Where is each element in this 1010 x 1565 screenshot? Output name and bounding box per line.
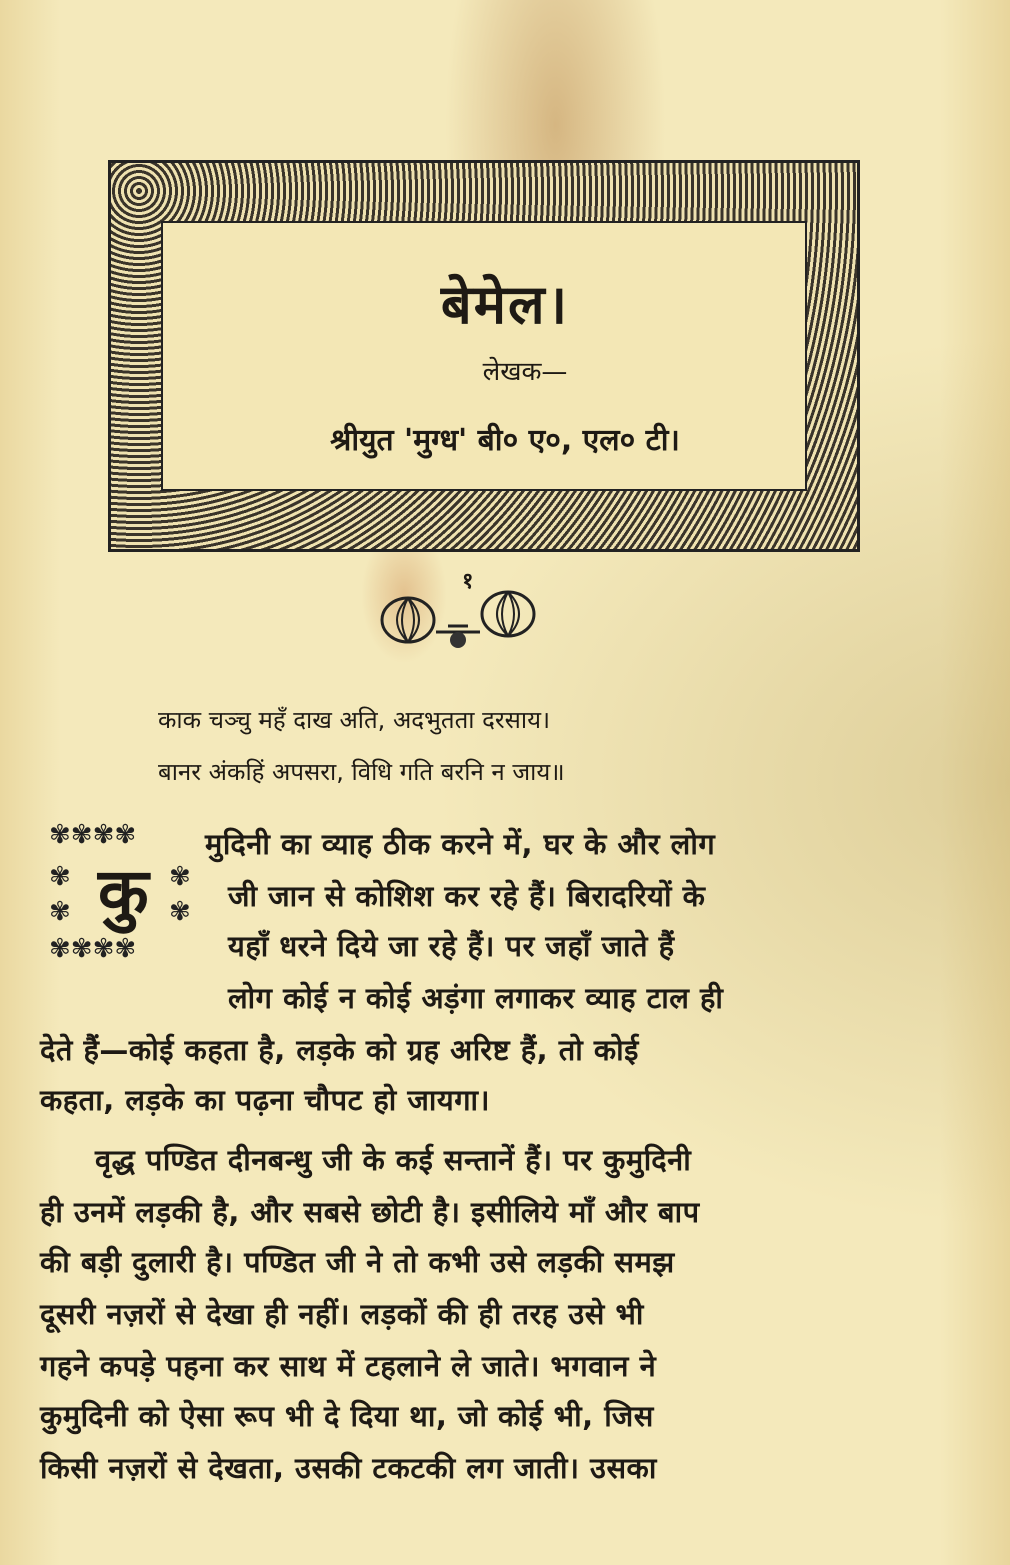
body-line: ही उनमें लड़की है, और सबसे छोटी है। इसीलिये माँ और बाप (40, 1195, 700, 1229)
body-line: कहता, लड़के का पढ़ना चौपट हो जायगा। (40, 1083, 491, 1117)
body-line: किसी नज़रों से देखता, उसकी टकटकी लग जाती। उसका (40, 1451, 657, 1485)
body-line: लोग कोई न कोई अड़ंगा लगाकर व्याह टाल ही (228, 981, 724, 1015)
dropcap-letter: कु (98, 854, 149, 931)
couplet-line: बानर अंकहिं अपसरा, विधि गति बरनि न जाय॥ (158, 758, 565, 786)
story-title: बेमेल। (440, 272, 570, 336)
melon-ornament-icon (378, 562, 538, 662)
svg-text:✾: ✾ (169, 862, 191, 892)
body-line: देते हैं—कोई कहता है, लड़के को ग्रह अरिष्ट हैं, तो कोई (40, 1033, 639, 1067)
couplet-line: काक चञ्चु महँ दाख अति, अदभुतता दरसाय। (158, 706, 551, 734)
body-line: दूसरी नज़रों से देखा ही नहीं। लड़कों की ही तरह उसे भी (40, 1297, 644, 1331)
svg-text:✾✾✾✾: ✾✾✾✾ (49, 820, 137, 850)
body-line: की बड़ी दुलारी है। पण्डित जी ने तो कभी उसे लड़की समझ (40, 1245, 675, 1279)
author-label: लेखक— (482, 357, 568, 387)
svg-text:✾: ✾ (49, 897, 71, 927)
body-line: मुदिनी का व्याह ठीक करने में, घर के और लोग (205, 827, 716, 861)
body-line: गहने कपड़े पहना कर साथ में टहलाने ले जाते। भगवान ने (40, 1349, 657, 1383)
body-line: वृद्ध पण्डित दीनबन्धु जी के कई सन्तानें हैं। पर कुमुदिनी (95, 1143, 692, 1177)
body-line: जी जान से कोशिश कर रहे हैं। बिरादरियों के (228, 879, 706, 913)
svg-text:✾✾✾✾: ✾✾✾✾ (49, 934, 137, 964)
body-line: यहाँ धरने दिये जा रहे हैं। पर जहाँ जाते हैं (228, 929, 675, 963)
page-number: १ (462, 569, 474, 594)
svg-text:✾: ✾ (169, 897, 191, 927)
author-name: श्रीयुत 'मुग्ध' बी० ए०, एल० टी। (330, 423, 680, 458)
body-line: कुमुदिनी को ऐसा रूप भी दे दिया था, जो कोई भी, जिस (40, 1399, 654, 1433)
svg-text:✾: ✾ (49, 862, 71, 892)
